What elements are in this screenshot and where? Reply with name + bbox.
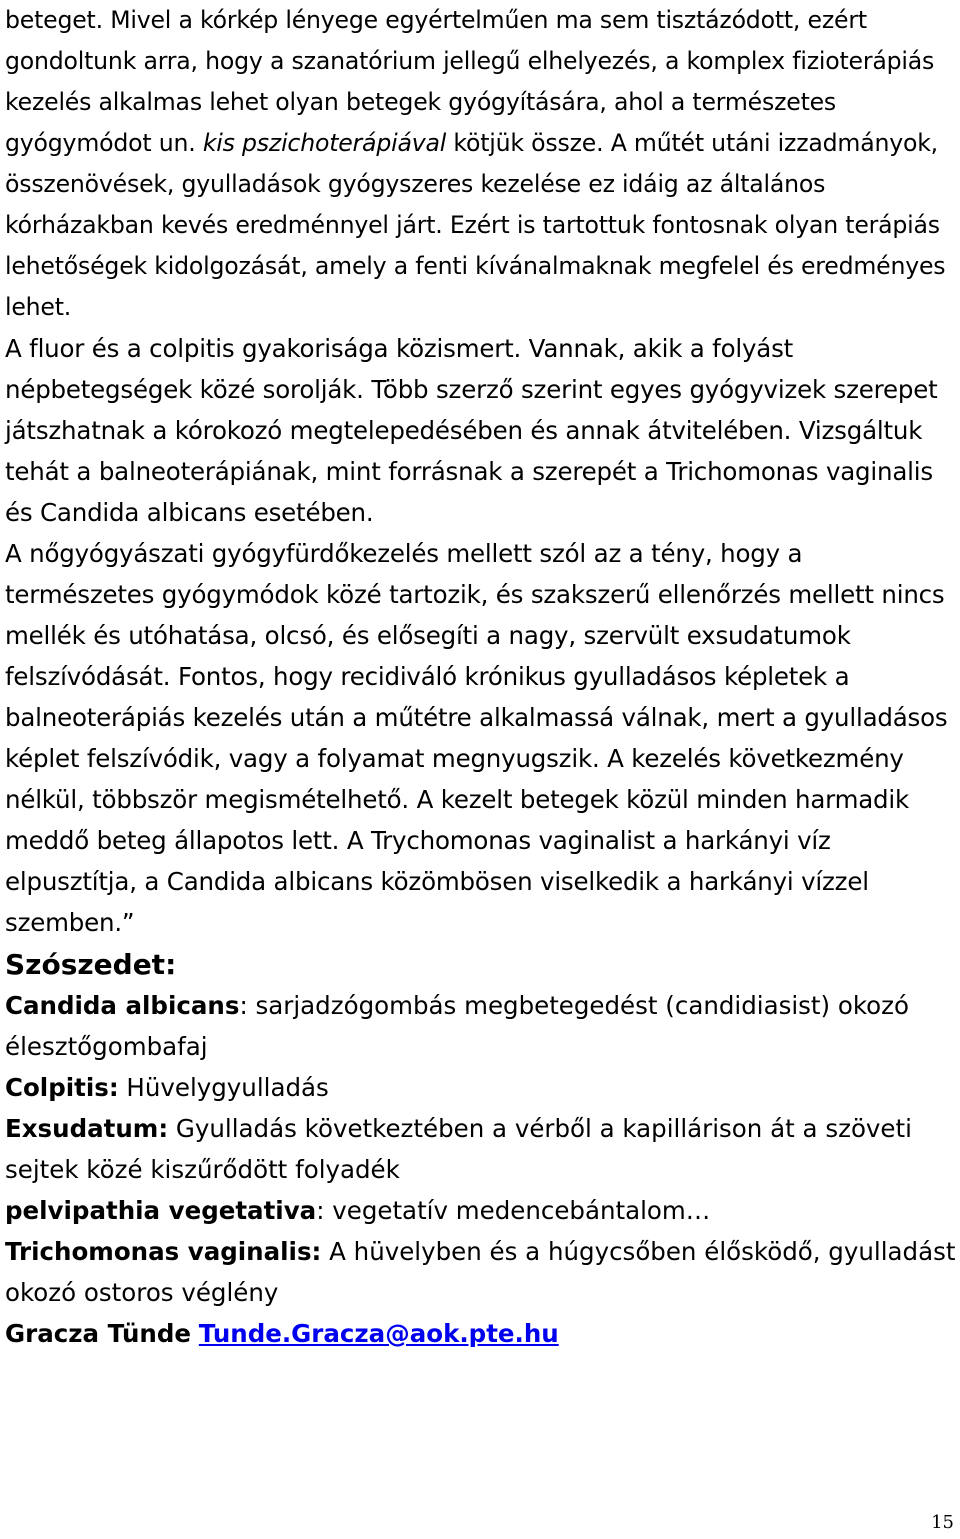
glossary-term: pelvipathia vegetativa (5, 1196, 317, 1225)
glossary-term: Exsudatum: (5, 1114, 169, 1143)
glossary-sep: : (239, 991, 248, 1020)
glossary-item (5, 1231, 957, 1313)
page-number: 15 (931, 1512, 954, 1533)
glossary-list (5, 985, 957, 1354)
body-text (5, 0, 957, 943)
document-page (5, 0, 957, 1354)
glossary-definition: sarjadzógombás megbetegedést (candidiasist) okozó élesztőgombafaj (5, 991, 910, 1061)
author-line (5, 1313, 957, 1354)
paragraph-1-text: beteget. Mivel a kórkép lényege egyértelműen ma sem tisztázódott, ezért gondoltunk arra, hogy a szanatórium jellegű elhelyezés, a komplex fizioterápiás kezelés alkalmas lehet olyan betegek gyógyítására, ahol a természetes gyógymódot un. (5, 6, 935, 157)
glossary-definition: Hüvelygyulladás (118, 1073, 329, 1102)
author-email-link[interactable]: Tunde.Gracza@aok.pte.hu (198, 1319, 559, 1348)
paragraph-2: A fluor és a colpitis gyakorisága közismert. Vannak, akik a folyást népbetegségek közé sorolják. Több szerző szerint egyes gyógyvizek szerepet játszhatnak a kórokozó megtelepedésében és annak átvitelében. Vizsgáltuk tehát a balneoterápiának, mint forrásnak a szerepét a Trichomonas vaginalis és Candida albicans esetében. (5, 334, 938, 527)
glossary-definition: vegetatív medencebántalom… (324, 1196, 711, 1225)
glossary-heading: Szószedet: (5, 948, 177, 981)
glossary-definition: Gyulladás következtében a vérből a kapillárison át a szöveti sejtek közé kiszűrődött folyadék (5, 1114, 912, 1184)
glossary-item (5, 1108, 957, 1190)
glossary-sep: : (316, 1196, 325, 1225)
glossary-item (5, 1067, 957, 1108)
paragraph-1 (5, 0, 957, 328)
paragraph-1-rest: kötjük össze. A műtét utáni izzadmányok, összenövések, gyulladások gyógyszeres kezelése ez idáig az általános kórházakban kevés eredménnyel járt. Ezért is tartottuk fontosnak olyan terápiás lehetőségek kidolgozását, amely a fenti kívánalmaknak megfelel és eredményes lehet. (5, 129, 946, 321)
paragraph-1-italic: kis pszichoterápiával (202, 129, 447, 157)
glossary-term: Candida albicans (5, 991, 240, 1020)
glossary-definition: A hüvelyben és a húgycsőben élősködő, gyulladást okozó ostoros véglény (5, 1237, 956, 1307)
glossary-item (5, 985, 957, 1067)
author-name: Gracza Tünde (5, 1319, 191, 1348)
glossary-term: Colpitis: (5, 1073, 119, 1102)
glossary-item (5, 1190, 957, 1231)
glossary-term: Trichomonas vaginalis: (5, 1237, 322, 1266)
paragraph-3: A nőgyógyászati gyógyfürdőkezelés mellett szól az a tény, hogy a természetes gyógymódok közé tartozik, és szakszerű ellenőrzés mellett nincs mellék és utóhatása, olcsó, és elősegíti a nagy, szervült exsudatumok felszívódását. Fontos, hogy recidiváló krónikus gyulladásos képletek a balneoterápiás kezelés után a műtétre alkalmassá válnak, mert a gyulladásos képlet felszívódik, vagy a folyamat megnyugszik. A kezelés következmény nélkül, többször megismételhető. A kezelt betegek közül minden harmadik meddő beteg állapotos lett. A Trychomonas vaginalist a harkányi víz elpusztítja, a Candida albicans közömbösen viselkedik a harkányi vízzel szemben.” (5, 539, 948, 937)
